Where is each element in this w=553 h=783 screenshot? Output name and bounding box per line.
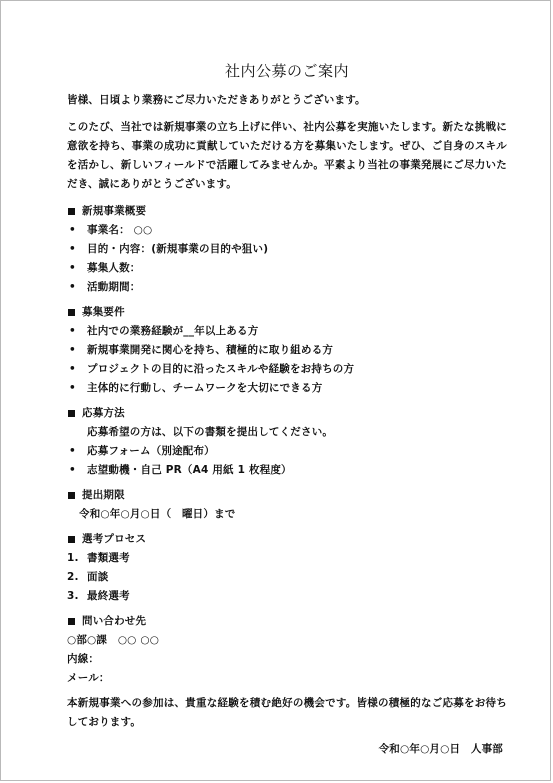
- deadline-text: 令和○年○月○日（ 曜日）まで: [79, 508, 236, 520]
- numbered-item-text: 面談: [87, 571, 109, 583]
- bullet-icon: •: [69, 262, 76, 274]
- section-heading-label: 問い合わせ先: [82, 615, 147, 627]
- numbered-item-text: 最終選考: [87, 590, 130, 602]
- bullet-icon: •: [69, 243, 76, 255]
- list-item: [67, 442, 507, 461]
- section-heading: [67, 612, 507, 631]
- application-lead-text: 応募希望の方は、以下の書類を提出してください。: [87, 426, 334, 438]
- document-body: [67, 57, 507, 759]
- list-item-text: 応募フォーム（別途配布）: [87, 445, 215, 457]
- square-bullet-icon: [68, 492, 75, 499]
- item-number: 2.: [67, 571, 79, 583]
- list-item: [67, 461, 507, 480]
- section-contact: [67, 612, 507, 688]
- list-item-text: 志望動機・自己 PR（A4 用紙 1 枚程度）: [87, 464, 292, 476]
- bullet-icon: •: [69, 281, 76, 293]
- square-bullet-icon: [68, 410, 75, 417]
- bullet-icon: •: [69, 344, 76, 356]
- greeting-text: 皆様、日頃より業務にご尽力いただきありがとうございます。: [67, 94, 366, 106]
- section-heading: [67, 486, 507, 505]
- list-item-text: 事業名： ○○: [87, 224, 153, 236]
- bullet-icon: •: [69, 363, 76, 375]
- section-requirements: [67, 303, 507, 398]
- list-item: [67, 240, 507, 259]
- square-bullet-icon: [68, 618, 75, 625]
- numbered-item: [67, 568, 507, 587]
- section-heading: [67, 530, 507, 549]
- list-item: [67, 221, 507, 240]
- section-heading: [67, 303, 507, 322]
- list-item: [67, 322, 507, 341]
- bullet-icon: •: [69, 224, 76, 236]
- numbered-item: [67, 549, 507, 568]
- closing-paragraph: 本新規事業への参加は、貴重な経験を積む絶好の機会です。皆様の積極的なご応募をお待ちしております。: [67, 697, 507, 728]
- numbered-item-text: 書類選考: [87, 552, 130, 564]
- bullet-icon: •: [69, 382, 76, 394]
- intro-paragraph: このたび、当社では新規事業の立ち上げに伴い、社内公募を実施いたします。新たな挑戦に意欲を持ち、事業の成功に貢献していただける方を募集いたします。ぜひ、ご自身のスキルを活かし、新しいフィールドで活躍してみませんか。平素より当社の事業発展にご尽力いただき、誠にありがとうございます。: [67, 121, 507, 190]
- contact-department: ○部○課 ○○ ○○: [67, 634, 160, 646]
- item-number: 3.: [67, 590, 79, 602]
- section-heading-label: 応募方法: [82, 407, 125, 419]
- square-bullet-icon: [68, 536, 75, 543]
- list-item-text: 募集人数：: [87, 262, 141, 274]
- section-heading-label: 募集要件: [82, 306, 125, 318]
- list-item-text: 活動期間：: [87, 281, 141, 293]
- bullet-icon: •: [69, 445, 76, 457]
- section-overview: [67, 202, 507, 297]
- list-item: [67, 379, 507, 398]
- document-title: 社内公募のご案内: [224, 62, 349, 80]
- list-item-text: 目的・内容：(新規事業の目的や狙い): [87, 243, 269, 255]
- contact-email: メール：: [67, 672, 110, 684]
- list-item: [67, 341, 507, 360]
- section-process: [67, 530, 507, 606]
- section-heading: [67, 202, 507, 221]
- contact-extension: 内線：: [67, 653, 100, 665]
- list-item-text: プロジェクトの目的に沿ったスキルや経験をお持ちの方: [87, 363, 355, 375]
- list-item-text: 主体的に行動し、チームワークを大切にできる方: [87, 382, 323, 394]
- section-heading-label: 提出期限: [82, 489, 125, 501]
- bullet-icon: •: [69, 464, 76, 476]
- list-item: [67, 278, 507, 297]
- square-bullet-icon: [68, 309, 75, 316]
- square-bullet-icon: [68, 208, 75, 215]
- section-heading-label: 新規事業概要: [82, 205, 147, 217]
- list-item-text: 新規事業開発に関心を持ち、積極的に取り組める方: [87, 344, 334, 356]
- section-heading: [67, 404, 507, 423]
- item-number: 1.: [67, 552, 79, 564]
- list-item: [67, 259, 507, 278]
- section-heading-label: 選考プロセス: [82, 533, 147, 545]
- list-item-text: 社内での業務経験が__年以上ある方: [87, 325, 259, 337]
- numbered-item: [67, 587, 507, 606]
- list-item: [67, 360, 507, 379]
- bullet-icon: •: [69, 325, 76, 337]
- section-application: [67, 404, 507, 480]
- signature-line: 令和○年○月○日 人事部: [378, 743, 503, 755]
- section-deadline: [67, 486, 507, 524]
